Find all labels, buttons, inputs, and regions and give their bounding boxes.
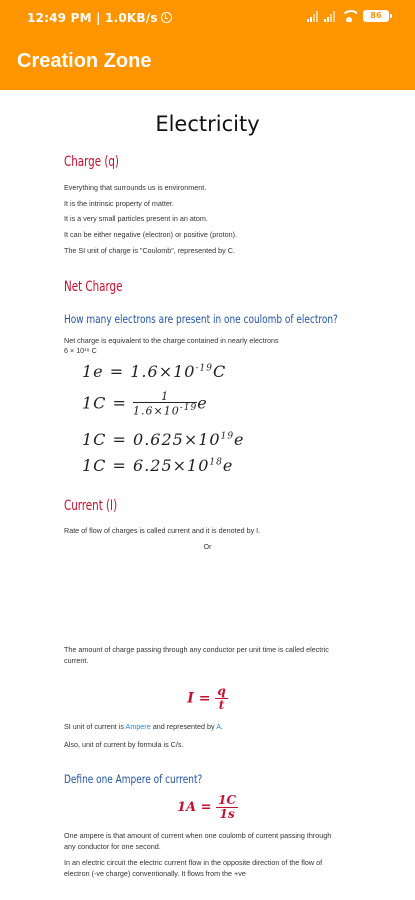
handwritten-line-2: 1C = $\frac{1}{1.6\times 10^{-19}}$ e	[82, 390, 208, 418]
current-direction-text: In an electric circuit the electric current flow in the opposite direction of the flow of electron (-ve charge) conventionally. It flows from the +ve	[64, 858, 323, 878]
question-electrons: How many electrons are present in one coulomb of electron?	[64, 312, 338, 326]
current-formula: I = $\frac{q}{t}$	[187, 684, 226, 712]
app-title: Creation Zone	[17, 50, 152, 72]
si-unit-current: SI unit of current is Ampere and represented by A.	[64, 722, 224, 731]
page-title: Electricity	[155, 112, 260, 136]
status-bar	[0, 0, 415, 34]
signal-icon-2	[324, 11, 335, 22]
charge-line-5: The SI unit of charge is "Coulomb", represented by C.	[64, 246, 235, 255]
signal-icon	[307, 11, 318, 22]
ampere-link[interactable]: Ampere	[125, 722, 151, 731]
handwritten-line-1: $1e = 1.6\times 10^{-19}C$	[82, 362, 227, 381]
current-definition: The amount of charge passing through any conductor per unit time is called electric current.	[64, 645, 329, 665]
charge-line-2: It is the intrinsic property of matter.	[64, 199, 174, 208]
charge-line-4: It can be either negative (electron) or positive (proton).	[64, 230, 237, 239]
status-time: 12:49 PM | 1.0KB/s	[27, 11, 172, 25]
status-icons	[307, 10, 389, 22]
or-text: Or	[203, 542, 212, 551]
current-line-1: Rate of flow of charges is called current and it is denoted by I.	[64, 526, 261, 535]
net-charge-text-a: Net charge is equivalent to the charge contained in nearly electrons	[64, 336, 279, 345]
handwritten-line-3: $1C = 0.625\times 10^{19}e$	[82, 430, 245, 449]
ampere-symbol-link[interactable]: A	[216, 722, 222, 731]
charge-line-1: Everything that surrounds us is environment.	[64, 183, 207, 192]
ampere-formula: 1A = $\frac{1C}{1s}$	[177, 793, 236, 821]
question-ampere: Define one Ampere of current?	[64, 772, 203, 786]
unit-by-formula: Also, unit of current by formula is C/s.	[64, 740, 184, 749]
heading-current: Current (I)	[64, 498, 118, 514]
alarm-icon	[161, 12, 172, 23]
wifi-icon	[341, 10, 357, 22]
heading-net-charge: Net Charge	[64, 279, 123, 295]
ampere-definition: One ampere is that amount of current when one coulomb of current passing through any conductor for one second.	[64, 831, 332, 851]
app-bar	[0, 34, 415, 90]
battery-icon: 86	[363, 10, 389, 22]
net-charge-text-b: 6 × 10¹⁸ C	[64, 346, 97, 355]
handwritten-line-4: $1C = 6.25\times 10^{18}e$	[82, 456, 234, 475]
article-content[interactable]	[0, 90, 415, 900]
heading-charge: Charge (q)	[64, 154, 119, 170]
charge-line-3: It is a very small particles present in an atom.	[64, 214, 208, 223]
